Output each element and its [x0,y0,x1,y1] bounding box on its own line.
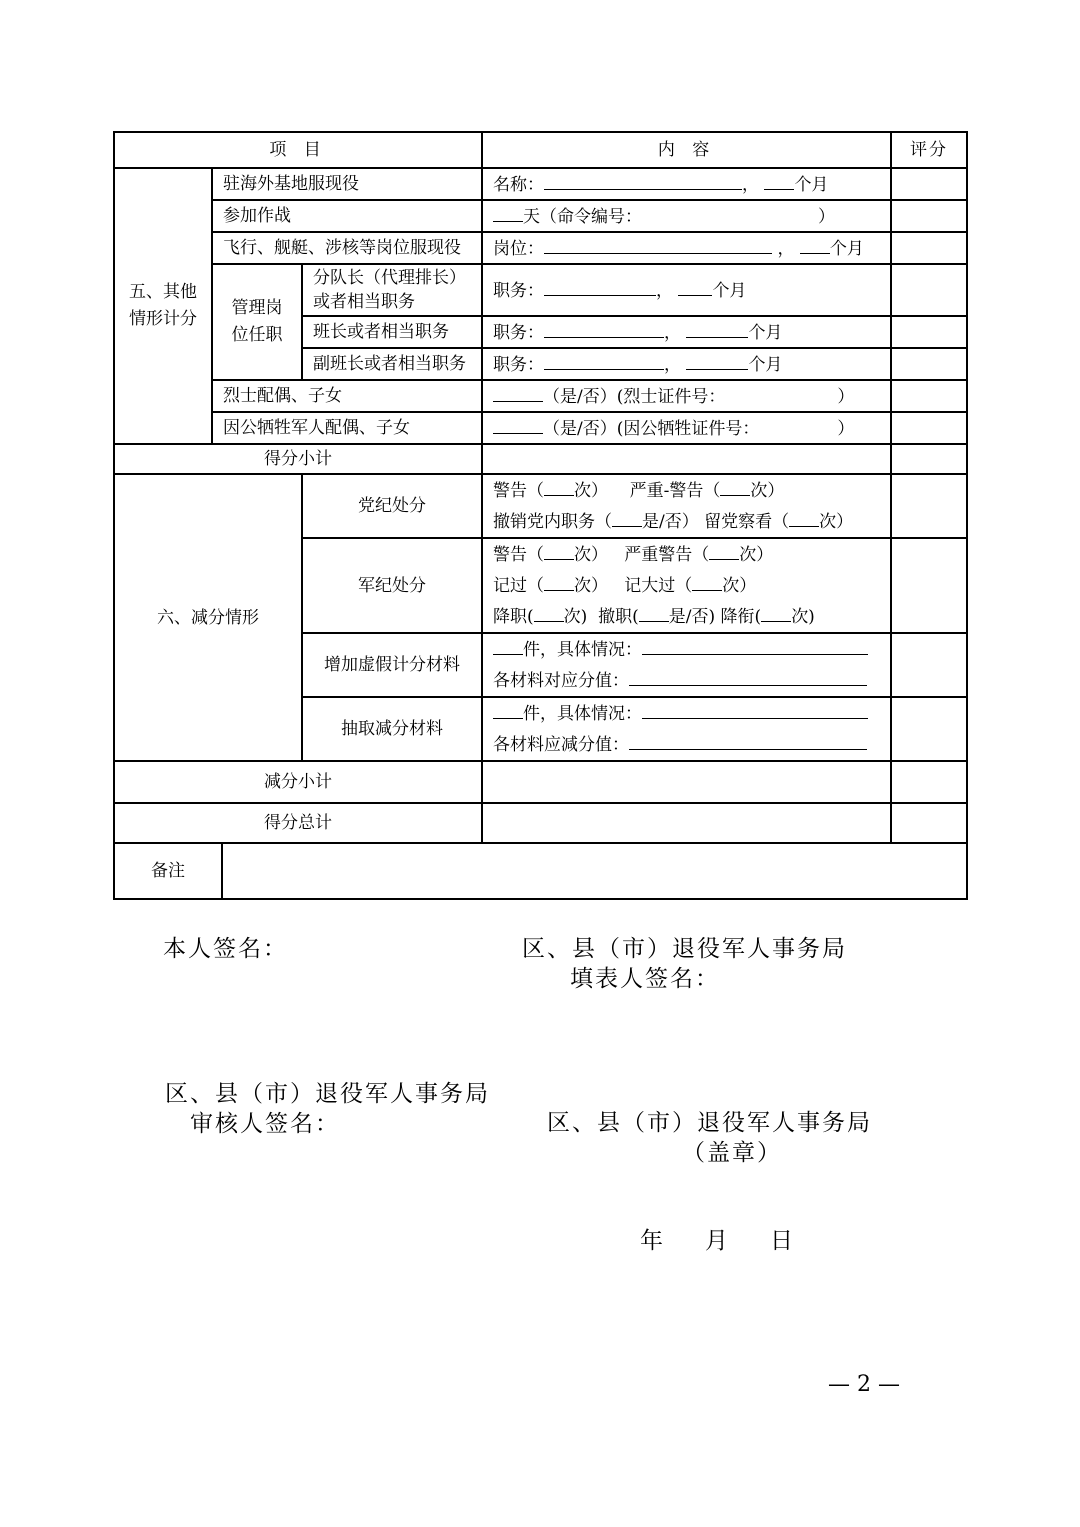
content-mid: ， [777,239,795,259]
row-content [482,633,891,697]
content-prefix: 天（命令编号： [523,207,643,227]
blank-field[interactable] [544,475,574,496]
blank-field[interactable] [544,539,574,560]
row-content [482,412,891,444]
text: 次） [574,545,609,565]
row-label: 军纪处分 [302,538,482,633]
blank-field[interactable] [544,349,664,370]
score-cell[interactable] [891,697,967,761]
score-table [113,131,968,900]
row-label: 烈士配偶、子女 [212,380,482,412]
blank-field[interactable] [720,475,750,496]
blank-field[interactable] [493,201,523,222]
blank-field[interactable] [678,275,712,296]
text: 次） [750,481,785,501]
blank-field[interactable] [629,729,867,750]
table-row [114,264,967,316]
content-suffix: ） [818,207,836,227]
deduction-subtotal-label: 减分小计 [114,761,482,803]
header-row [114,132,967,168]
blank-field[interactable] [686,317,748,338]
text: 次） [722,576,757,596]
row-content [482,200,891,232]
text: 记过（ [493,576,545,596]
table-row [114,168,967,200]
reviewer-signature-label: 审核人签名： [190,1111,340,1137]
text: 是/否) [668,607,716,627]
reviewer-org: 区、县（市）退役军人事务局 [165,1081,490,1107]
table-row [114,380,967,412]
header-score: 评分 [891,132,967,168]
date-year: 年 [640,1228,665,1254]
row-content [482,316,891,348]
score-cell[interactable] [891,168,967,200]
content-suffix: 个月 [748,323,783,343]
text: 降职( [493,607,534,627]
blank-field[interactable] [759,414,837,434]
score-cell[interactable] [891,348,967,380]
blank-field[interactable] [544,570,574,591]
mgmt-title: 管理岗位任职 [212,264,302,380]
deduction-subtotal-row [114,761,967,803]
score-cell[interactable] [891,264,967,316]
blank-field[interactable] [789,506,819,527]
row-content [482,232,891,264]
text: 留党察看（ [704,512,790,532]
row-label: 抽取减分材料 [302,697,482,761]
self-signature-label: 本人签名： [163,936,288,962]
blank-field[interactable] [544,169,742,190]
text: 撤销党内职务（ [493,512,613,532]
content-mid: ， [664,355,682,375]
score-cell[interactable] [891,444,967,474]
content-prefix: （是/否）(因公牺牲证件号： [543,419,760,439]
row-label: 班长或者相当职务 [302,316,482,348]
text: 次) [791,607,815,627]
text: 严重警告（ [624,545,710,565]
row-content [482,348,891,380]
content-mid: ， [656,281,674,301]
row-label: 副班长或者相当职务 [302,348,482,380]
seal-label: （盖章） [682,1140,782,1166]
blank-field[interactable] [709,539,739,560]
blank-field[interactable] [686,349,748,370]
score-cell[interactable] [891,538,967,633]
text: 次） [819,512,854,532]
row-content [482,168,891,200]
date-day: 日 [770,1228,795,1254]
deduction-subtotal-content[interactable] [482,761,891,803]
blank-field[interactable] [642,698,868,719]
table-row [114,200,967,232]
blank-field[interactable] [544,317,664,338]
text: 是/否） [642,512,699,532]
content-mid: ， [664,323,682,343]
row-label: 参加作战 [212,200,482,232]
content-suffix: 个月 [748,355,783,375]
row-content [482,697,891,761]
page-number: — 2 — [828,1372,900,1397]
blank-field[interactable] [493,413,543,434]
seal-org: 区、县（市）退役军人事务局 [547,1110,872,1136]
header-content: 内 容 [482,132,891,168]
blank-field[interactable] [493,381,543,402]
score-cell[interactable] [891,761,967,803]
blank-field[interactable] [493,698,523,719]
content-prefix: 职务： [493,355,545,375]
blank-field[interactable] [761,601,791,622]
score-cell[interactable] [891,412,967,444]
remarks-label: 备注 [114,843,222,899]
text: 警告（ [493,545,545,565]
table-row [114,232,967,264]
grand-total-row [114,803,967,843]
date-month: 月 [705,1228,730,1254]
content-mid: ， [742,175,760,195]
text: 次) [563,607,588,627]
blank-field[interactable] [629,665,867,686]
section5-title: 五、其他情形计分 [114,168,212,444]
blank-field[interactable] [534,601,564,622]
remarks-content[interactable] [222,843,967,899]
blank-field[interactable] [544,275,656,296]
score-cell[interactable] [891,474,967,538]
text: 降衔( [720,607,762,627]
text: 各材料应减分值： [493,735,630,755]
text: 次） [739,545,774,565]
row-label: 因公牺牲军人配偶、子女 [212,412,482,444]
text: 各材料对应分值： [493,671,630,691]
text: 次） [574,481,609,501]
score-cell[interactable] [891,232,967,264]
content-prefix: 岗位： [493,239,545,259]
row-content [482,264,891,316]
blank-field[interactable] [725,382,837,402]
subtotal-label: 得分小计 [114,444,482,474]
remarks-row [114,843,967,899]
blank-field[interactable] [493,634,523,655]
row-label: 党纪处分 [302,474,482,538]
text: 次） [574,576,609,596]
grand-total-content[interactable] [482,803,891,843]
row-label: 飞行、舰艇、涉核等岗位服现役 [212,232,482,264]
content-suffix: 个月 [829,239,864,259]
subtotal-row [114,444,967,474]
text: 警告（ [493,481,545,501]
content-prefix: 职务： [493,323,545,343]
blank-field[interactable] [544,233,772,254]
subtotal-content[interactable] [482,444,891,474]
row-label: 驻海外基地服现役 [212,168,482,200]
blank-field[interactable] [642,634,868,655]
table-row [114,412,967,444]
filler-signature-label: 填表人签名： [570,966,720,992]
blank-field[interactable] [800,233,830,254]
score-cell[interactable] [891,633,967,697]
content-prefix: 名称： [493,175,545,195]
score-cell[interactable] [891,200,967,232]
filler-org: 区、县（市）退役军人事务局 [522,936,847,962]
section6-title: 六、减分情形 [114,474,302,761]
score-cell[interactable] [891,316,967,348]
content-suffix: 个月 [794,175,829,195]
content-suffix: ） [837,419,855,439]
grand-total-label: 得分总计 [114,803,482,843]
text: 严重-警告（ [629,481,721,501]
assessment-form [113,131,966,900]
score-cell[interactable] [891,803,967,843]
score-cell[interactable] [891,380,967,412]
text: 件，具体情况： [523,640,643,660]
blank-field[interactable] [764,169,794,190]
blank-field[interactable] [692,570,722,591]
row-content [482,380,891,412]
row-content [482,538,891,633]
content-prefix: 职务： [493,281,545,301]
blank-field[interactable] [612,506,642,527]
row-label: 增加虚假计分材料 [302,633,482,697]
row-content [482,474,891,538]
header-item: 项 目 [114,132,482,168]
content-prefix: （是/否）(烈士证件号： [543,387,726,407]
row-label: 分队长（代理排长）或者相当职务 [302,264,482,316]
text: 记大过（ [624,576,693,596]
blank-field[interactable] [639,601,669,622]
content-suffix: 个月 [712,281,747,301]
text: 撤职( [598,607,639,627]
content-suffix: ） [837,387,855,407]
table-row [114,474,967,538]
text: 件，具体情况： [523,704,643,724]
blank-field[interactable] [642,202,818,222]
